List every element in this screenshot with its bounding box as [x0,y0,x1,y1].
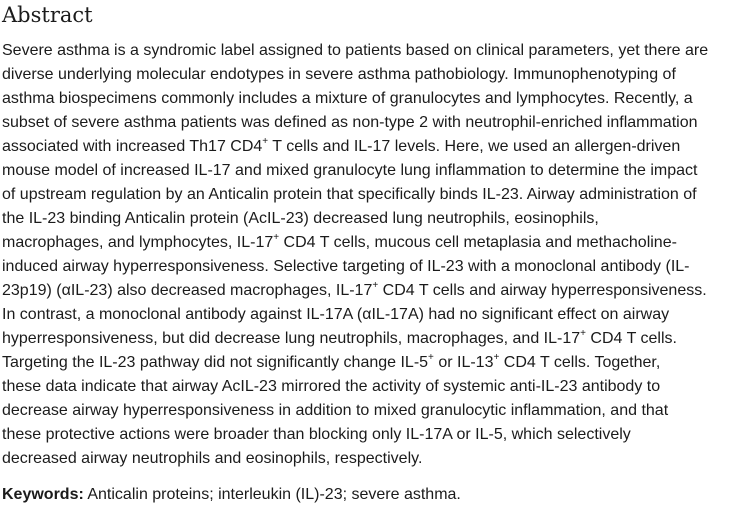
keywords-label: Keywords: [2,486,84,503]
keywords-paragraph [2,483,727,507]
keywords-text: Anticalin proteins; interleukin (IL)-23; severe asthma. [83,486,461,503]
abstract-line [2,87,727,111]
abstract-text-run: decrease airway hyperresponsiveness in addition to mixed granulocytic inflammation, and that [2,402,669,419]
abstract-line [2,183,727,207]
abstract-text-run: macrophages, and lymphocytes, IL-17 [2,234,274,251]
superscript-plus: + [372,279,379,291]
abstract-line [2,111,727,135]
superscript-plus: + [262,135,269,147]
abstract-text-run: CD4 T cells. [585,330,677,347]
abstract-line [2,135,727,159]
abstract-line [2,279,727,303]
abstract-text-run: diverse underlying molecular endotypes in severe asthma pathobiology. Immunophenotyping of [2,66,676,83]
article-page [2,0,727,507]
superscript-plus: + [428,351,434,363]
abstract-text-run: In contrast, a monoclonal antibody against IL-17A (αIL-17A) had no significant effect on airway [2,306,670,323]
abstract-line [2,63,727,87]
abstract-line [2,207,727,231]
abstract-line [2,303,727,327]
abstract-text-run: CD4 T cells and airway hyperresponsiveness. [378,282,707,299]
abstract-text-run: CD4 T cells. Together, [499,354,661,371]
abstract-text-run: mouse model of increased IL-17 and mixed granulocyte lung inflammation to determine the impact [2,162,698,179]
superscript-plus: + [273,231,280,243]
abstract-text-run: associated with increased Th17 CD4 [2,138,263,155]
abstract-line [2,399,727,423]
abstract-body [2,39,727,471]
abstract-text-run: or IL-13 [433,354,494,371]
superscript-plus: + [580,327,586,339]
abstract-line [2,375,727,399]
section-heading-abstract: Abstract [2,3,93,27]
abstract-line [2,351,727,375]
abstract-line [2,159,727,183]
abstract-text-run: decreased airway neutrophils and eosinophils, respectively. [2,450,423,467]
abstract-line [2,39,727,63]
abstract-text-run: CD4 T cells, mucous cell metaplasia and methacholine- [279,234,677,251]
abstract-text-run: 23p19) (αIL-23) also decreased macrophages, IL-17 [2,282,373,299]
abstract-text-run: subset of severe asthma patients was defined as non-type 2 with neutrophil-enriched inflammation [2,114,698,131]
abstract-line [2,255,727,279]
abstract-text-run: T cells and IL-17 levels. Here, we used an allergen-driven [268,138,681,155]
abstract-line [2,447,727,471]
abstract-text-run: of upstream regulation by an Anticalin protein that specifically binds IL-23. Airway administration of [2,186,697,203]
superscript-plus: + [493,351,500,363]
abstract-text-run: asthma biospecimens commonly includes a mixture of granulocytes and lymphocytes. Recently, a [2,90,693,107]
abstract-text-run: Targeting the IL-23 pathway did not significantly change IL-5 [2,354,429,371]
abstract-text-run: induced airway hyperresponsiveness. Selective targeting of IL-23 with a monoclonal antibody (IL- [2,258,690,275]
abstract-text-run: these data indicate that airway AcIL-23 mirrored the activity of systemic anti-IL-23 antibody to [2,378,661,395]
abstract-text-run: these protective actions were broader than blocking only IL-17A or IL-5, which selectively [2,426,631,443]
abstract-text-run: hyperresponsiveness, but did decrease lung neutrophils, macrophages, and IL-17 [2,330,581,347]
abstract-line [2,423,727,447]
abstract-text-run: the IL-23 binding Anticalin protein (AcIL-23) decreased lung neutrophils, eosinophils, [2,210,599,227]
abstract-line [2,231,727,255]
abstract-line [2,327,727,351]
abstract-text-run: Severe asthma is a syndromic label assigned to patients based on clinical parameters, yet there are [2,42,709,59]
